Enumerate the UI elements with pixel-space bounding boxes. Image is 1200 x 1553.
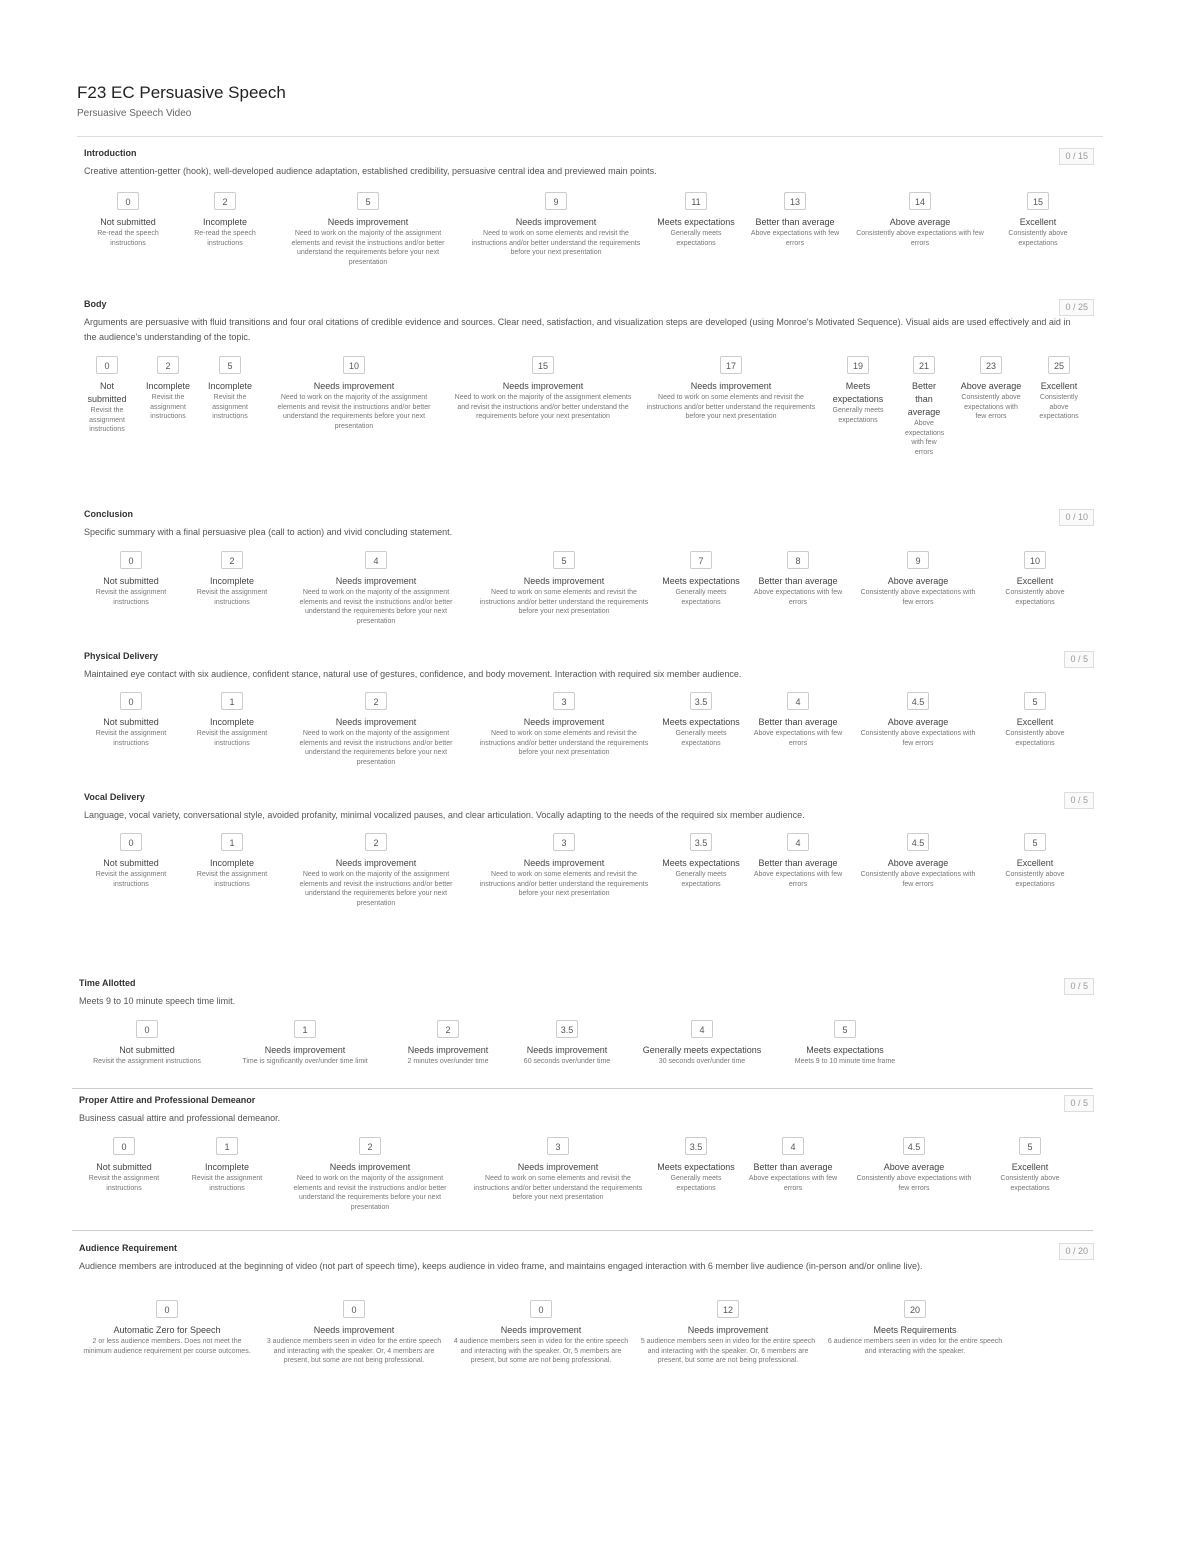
rating-title: Needs improvement xyxy=(502,381,584,391)
rating-title: Better than average xyxy=(758,717,838,727)
rating-title: Not submitted xyxy=(87,381,127,404)
rating-title: Needs improvement xyxy=(517,1162,599,1172)
rating-points[interactable]: 3.5 xyxy=(685,1137,707,1155)
rating-3[interactable] xyxy=(474,551,654,617)
rating-4[interactable] xyxy=(661,551,741,607)
rating-description: Meets 9 to 10 minute time frame xyxy=(794,1058,896,1065)
rating-description: Need to work on the majority of the assignment elements and revisit the instructions and/or better understand the requirements before your next presentation xyxy=(291,230,445,266)
rating-points[interactable]: 19 xyxy=(847,356,869,374)
rating-points[interactable]: 0 xyxy=(120,833,142,851)
rating-description: Revisit the assignment instructions xyxy=(95,730,167,747)
rating-points[interactable]: 20 xyxy=(904,1300,926,1318)
rating-points[interactable]: 4 xyxy=(691,1020,713,1038)
rating-title: Meets Requirements xyxy=(873,1325,957,1335)
criterion-score[interactable]: 0 / 5 xyxy=(1064,651,1094,668)
rating-title: Better than average xyxy=(758,576,838,586)
rating-title: Needs improvement xyxy=(335,576,417,586)
rating-points[interactable]: 21 xyxy=(913,356,935,374)
rating-description: Re-read the speech instructions xyxy=(194,230,256,247)
rating-points[interactable]: 0 xyxy=(120,692,142,710)
section-divider xyxy=(72,1088,1093,1089)
rating-6[interactable] xyxy=(861,551,976,607)
rating-5[interactable] xyxy=(641,356,821,422)
rating-description: Consistently above expectations with few errors xyxy=(860,589,976,606)
rating-description: Above expectations with few errors xyxy=(905,420,945,456)
rating-description: Revisit the assignment instructions xyxy=(196,730,268,747)
rating-title: Needs improvement xyxy=(313,1325,395,1335)
rating-3[interactable] xyxy=(468,1137,648,1203)
rating-points[interactable]: 17 xyxy=(720,356,742,374)
rating-0[interactable] xyxy=(84,551,179,607)
rating-points[interactable]: 9 xyxy=(545,192,567,210)
rating-0[interactable] xyxy=(80,1300,255,1356)
rating-5[interactable] xyxy=(743,1137,843,1193)
rating-5[interactable] xyxy=(748,692,848,748)
rating-1[interactable] xyxy=(180,1137,275,1193)
rating-description: Need to work on the majority of the assignment elements and revisit the instructions and/or better understand the requirements before your next presentation xyxy=(454,394,632,420)
rating-4[interactable] xyxy=(656,1137,736,1193)
rating-description: Revisit the assignment instructions xyxy=(196,589,268,606)
criterion-score[interactable]: 0 / 25 xyxy=(1059,299,1094,316)
rating-3[interactable] xyxy=(466,192,646,258)
rating-4[interactable] xyxy=(661,692,741,748)
header-divider xyxy=(77,136,1103,137)
rating-title: Excellent xyxy=(1016,717,1054,727)
rating-description: Above expectations with few errors xyxy=(750,230,840,247)
rating-title: Needs improvement xyxy=(523,717,605,727)
rating-points[interactable]: 1 xyxy=(294,1020,316,1038)
rating-points[interactable]: 0 xyxy=(136,1020,158,1038)
rating-description: Generally meets expectations xyxy=(832,407,884,424)
rating-points[interactable]: 12 xyxy=(717,1300,739,1318)
rating-description: Revisit the assignment instructions xyxy=(89,407,125,433)
rating-description: 5 audience members seen in video for the entire speech and interacting with the speaker. Or, 6 members are present, but some are not being professional. xyxy=(640,1338,816,1364)
rating-description: Generally meets expectations xyxy=(675,589,727,606)
criterion-audience-requirement xyxy=(0,1243,1200,1364)
rating-7[interactable] xyxy=(988,833,1083,889)
rating-description: Need to work on some elements and revisit the instructions and/or better understand the requirements before your next presentation xyxy=(479,871,649,897)
rating-4[interactable] xyxy=(656,192,736,248)
rating-title: Excellent xyxy=(1011,1162,1049,1172)
criterion-proper-attire-and-professional-demeanor xyxy=(0,1095,1200,1211)
criterion-title: Time Allotted xyxy=(79,978,136,988)
rating-title: Needs improvement xyxy=(523,858,605,868)
rating-7[interactable] xyxy=(905,356,943,457)
rating-description: 60 seconds over/under time xyxy=(523,1058,611,1065)
rating-7[interactable] xyxy=(988,551,1083,607)
rating-points[interactable]: 25 xyxy=(1048,356,1070,374)
rating-title: Better than average xyxy=(758,858,838,868)
rating-points[interactable]: 0 xyxy=(120,551,142,569)
rating-title: Above average xyxy=(887,858,949,868)
rating-2[interactable] xyxy=(289,833,464,908)
rating-description: Consistently above expectations with few errors xyxy=(961,394,1021,420)
rating-description: Need to work on some elements and revisit the instructions and/or better understand the requirements before your next presentation xyxy=(479,730,649,756)
rating-3[interactable] xyxy=(267,356,442,431)
rating-1[interactable] xyxy=(140,356,196,422)
rating-3[interactable] xyxy=(474,692,654,758)
rating-points[interactable]: 4.5 xyxy=(903,1137,925,1155)
rating-points[interactable]: 23 xyxy=(980,356,1002,374)
rating-4[interactable] xyxy=(453,356,633,422)
rating-6[interactable] xyxy=(829,356,887,425)
rating-title: Needs improvement xyxy=(515,217,597,227)
rating-description: 4 audience members seen in video for the entire speech and interacting with the speaker. Or, 5 members are present, but some are not being professional. xyxy=(453,1338,629,1364)
rating-description: Revisit the assignment instructions xyxy=(95,589,167,606)
criterion-score[interactable]: 0 / 15 xyxy=(1059,148,1094,165)
rating-description: Need to work on some elements and revisit the instructions and/or better understand the requirements before your next presentation xyxy=(473,1175,643,1201)
criterion-score[interactable]: 0 / 5 xyxy=(1064,1095,1094,1112)
rating-title: Above average xyxy=(960,381,1022,391)
criterion-vocal-delivery xyxy=(0,792,1200,907)
rating-title: Needs improvement xyxy=(500,1325,582,1335)
rating-description: Consistently above expectations xyxy=(1005,871,1065,888)
rating-title: Needs improvement xyxy=(407,1045,489,1055)
rating-description: Revisit the assignment instructions xyxy=(196,871,268,888)
rating-points[interactable]: 5 xyxy=(553,551,575,569)
rating-description: Need to work on the majority of the assignment elements and revisit the instructions and/or better understand the requirements before your next presentation xyxy=(299,730,453,766)
rating-0[interactable] xyxy=(84,833,179,889)
rating-points[interactable]: 5 xyxy=(1024,692,1046,710)
rating-points[interactable]: 15 xyxy=(532,356,554,374)
rating-description: Consistently above expectations with few errors xyxy=(856,1175,972,1192)
rating-points[interactable]: 3 xyxy=(553,692,575,710)
rating-description: Need to work on the majority of the assignment elements and revisit the instructions and/or better understand the requirements before your next presentation xyxy=(277,394,431,430)
rating-points[interactable]: 2 xyxy=(365,833,387,851)
rating-4[interactable] xyxy=(826,1300,1004,1356)
rating-2[interactable] xyxy=(388,1020,508,1067)
rating-points[interactable]: 1 xyxy=(221,692,243,710)
rating-title: Needs improvement xyxy=(327,217,409,227)
rating-points[interactable]: 3 xyxy=(553,833,575,851)
rating-description: Need to work on some elements and revisit the instructions and/or better understand the requirements before your next presentation xyxy=(471,230,641,256)
rating-description: Consistently above expectations with few errors xyxy=(860,730,976,747)
rating-4[interactable] xyxy=(632,1020,772,1067)
criterion-score[interactable]: 0 / 20 xyxy=(1059,1243,1094,1260)
rating-5[interactable] xyxy=(748,551,848,607)
rating-points[interactable]: 4 xyxy=(787,833,809,851)
rating-title: Meets expectations xyxy=(662,576,740,586)
rating-points[interactable]: 3 xyxy=(547,1137,569,1155)
rating-description: Generally meets expectations xyxy=(675,730,727,747)
rating-points[interactable]: 11 xyxy=(685,192,707,210)
criterion-conclusion xyxy=(0,509,1200,625)
rating-title: Not submitted xyxy=(103,576,159,586)
rating-1[interactable] xyxy=(180,192,270,248)
rating-title: Needs improvement xyxy=(264,1045,346,1055)
rating-title: Meets expectations xyxy=(657,1162,735,1172)
rating-2[interactable] xyxy=(281,192,456,267)
rating-description: 3 audience members seen in video for the entire speech and interacting with the speaker. Or, 4 members are present, but some are not being professional. xyxy=(266,1338,442,1364)
criterion-title: Physical Delivery xyxy=(84,651,159,661)
rating-5[interactable] xyxy=(780,1020,910,1067)
rating-title: Needs improvement xyxy=(335,717,417,727)
rating-title: Better than average xyxy=(755,217,835,227)
rating-points[interactable]: 15 xyxy=(1027,192,1049,210)
rating-points[interactable]: 14 xyxy=(909,192,931,210)
rating-description: Above expectations with few errors xyxy=(753,871,843,888)
rating-description: Consistently above expectations xyxy=(1039,394,1079,420)
rating-points[interactable]: 1 xyxy=(221,833,243,851)
rating-description: Above expectations with few errors xyxy=(753,589,843,606)
rating-title: Not submitted xyxy=(96,1162,152,1172)
rating-description: Need to work on the majority of the assignment elements and revisit the instructions and/or better understand the requirements before your next presentation xyxy=(299,871,453,907)
rating-description: Revisit the assignment instructions xyxy=(191,1175,263,1192)
rating-points[interactable]: 2 xyxy=(365,692,387,710)
rating-3[interactable] xyxy=(474,833,654,899)
rating-points[interactable]: 5 xyxy=(834,1020,856,1038)
rating-6[interactable] xyxy=(857,1137,972,1193)
rating-title: Not submitted xyxy=(103,858,159,868)
rating-points[interactable]: 4 xyxy=(787,692,809,710)
rating-description: Generally meets expectations xyxy=(675,871,727,888)
rating-title: Needs improvement xyxy=(329,1162,411,1172)
rating-title: Not submitted xyxy=(103,717,159,727)
rating-points[interactable]: 5 xyxy=(219,356,241,374)
rating-points[interactable]: 0 xyxy=(343,1300,365,1318)
rating-points[interactable]: 3.5 xyxy=(690,833,712,851)
rating-0[interactable] xyxy=(77,1137,172,1193)
rating-0[interactable] xyxy=(84,692,179,748)
criterion-score[interactable]: 0 / 5 xyxy=(1064,792,1094,809)
rating-2[interactable] xyxy=(202,356,258,422)
criterion-title: Audience Requirement xyxy=(79,1243,178,1253)
rating-points[interactable]: 5 xyxy=(1019,1137,1041,1155)
rating-points[interactable]: 4 xyxy=(782,1137,804,1155)
rating-title: Better than average xyxy=(753,1162,833,1172)
rating-description: 30 seconds over/under time xyxy=(658,1058,746,1065)
criterion-description: Arguments are persuasive with fluid transitions and four oral citations of credible evidence and sources. Clear need, satisfaction, and visualization steps are developed (using Monroe's Motivated Sequence). Visual aids are used effectively and aid in the audience's understanding of the topic. xyxy=(84,317,1071,342)
criterion-title: Proper Attire and Professional Demeanor xyxy=(79,1095,256,1105)
rating-description: Generally meets expectations xyxy=(670,1175,722,1192)
criterion-title: Introduction xyxy=(84,148,137,158)
rating-2[interactable] xyxy=(452,1300,630,1366)
rating-6[interactable] xyxy=(861,692,976,748)
criterion-description: Creative attention-getter (hook), well-developed audience adaptation, established credibility, persuasive central idea and previewed main points. xyxy=(84,166,657,176)
rating-title: Incomplete xyxy=(209,858,255,868)
rating-description: Time is significantly over/under time limit xyxy=(242,1058,368,1065)
rating-points[interactable]: 4 xyxy=(365,551,387,569)
rating-title: Needs improvement xyxy=(690,381,772,391)
rating-description: Above expectations with few errors xyxy=(748,1175,838,1192)
rating-points[interactable]: 3.5 xyxy=(690,692,712,710)
rating-description: 2 or less audience members. Does not meet the minimum audience requirement per course outcomes. xyxy=(83,1338,251,1355)
rating-description: Consistently above expectations with few errors xyxy=(856,230,984,247)
rating-points[interactable]: 5 xyxy=(1024,833,1046,851)
rating-points[interactable]: 2 xyxy=(359,1137,381,1155)
criterion-description: Business casual attire and professional demeanor. xyxy=(79,1113,281,1123)
rating-0[interactable] xyxy=(80,1020,215,1067)
criterion-description: Audience members are introduced at the beginning of video (not part of speech time), keeps audience in video frame, and maintains engaged interaction with 6 member live audience (in-person and/or online live). xyxy=(79,1261,923,1271)
rating-6[interactable] xyxy=(855,192,985,248)
rating-3[interactable] xyxy=(512,1020,622,1067)
rating-points[interactable]: 4.5 xyxy=(907,833,929,851)
criterion-title: Conclusion xyxy=(84,509,133,519)
criterion-introduction xyxy=(0,148,1200,266)
rating-points[interactable]: 0 xyxy=(96,356,118,374)
rating-description: Revisit the assignment instructions xyxy=(150,394,186,420)
rating-title: Excellent xyxy=(1019,217,1057,227)
rating-title: Needs improvement xyxy=(313,381,395,391)
rating-points[interactable]: 8 xyxy=(787,551,809,569)
rating-title: Incomplete xyxy=(209,717,255,727)
rating-5[interactable] xyxy=(745,192,845,248)
rating-description: Above expectations with few errors xyxy=(753,730,843,747)
rating-description: Consistently above expectations xyxy=(1000,1175,1060,1192)
rating-points[interactable]: 10 xyxy=(1024,551,1046,569)
page-title: F23 EC Persuasive Speech xyxy=(77,83,286,102)
rating-description: Consistently above expectations xyxy=(1008,230,1068,247)
rating-9[interactable] xyxy=(1031,356,1087,422)
rating-1[interactable] xyxy=(185,551,280,607)
rating-title: Incomplete xyxy=(207,381,253,391)
rating-description: Revisit the assignment instructions xyxy=(93,1058,201,1065)
rating-description: Re-read the speech instructions xyxy=(97,230,159,247)
rating-points[interactable]: 13 xyxy=(784,192,806,210)
rating-description: 2 minutes over/under time xyxy=(407,1058,489,1065)
rating-title: Generally meets expectations xyxy=(642,1045,762,1055)
rating-title: Above average xyxy=(887,717,949,727)
rating-description: Need to work on some elements and revisit the instructions and/or better understand the requirements before your next presentation xyxy=(479,589,649,615)
rating-description: 6 audience members seen in video for the entire speech and interacting with the speaker. xyxy=(827,1338,1003,1355)
criterion-description: Maintained eye contact with six audience, confident stance, natural use of gestures, confidence, and body movement. Interaction with required six member audience. xyxy=(84,669,742,679)
rating-title: Above average xyxy=(887,576,949,586)
rating-description: Need to work on the majority of the assignment elements and revisit the instructions and/or better understand the requirements before your next presentation xyxy=(299,589,453,625)
rating-title: Incomplete xyxy=(204,1162,250,1172)
rating-points[interactable]: 4.5 xyxy=(907,692,929,710)
rating-0[interactable] xyxy=(84,356,130,435)
rating-title: Incomplete xyxy=(145,381,191,391)
rating-title: Incomplete xyxy=(209,576,255,586)
rating-description: Consistently above expectations xyxy=(1005,730,1065,747)
rating-title: Needs improvement xyxy=(526,1045,608,1055)
rating-1[interactable] xyxy=(185,833,280,889)
rating-6[interactable] xyxy=(861,833,976,889)
rating-2[interactable] xyxy=(289,551,464,626)
rating-2[interactable] xyxy=(283,1137,458,1212)
rating-0[interactable] xyxy=(83,192,173,248)
rating-description: Generally meets expectations xyxy=(670,230,722,247)
rating-points[interactable]: 3.5 xyxy=(556,1020,578,1038)
rating-points[interactable]: 1 xyxy=(216,1137,238,1155)
rating-description: Consistently above expectations xyxy=(1005,589,1065,606)
rating-title: Meets expectations xyxy=(662,717,740,727)
rating-title: Needs improvement xyxy=(523,576,605,586)
section-divider xyxy=(72,1230,1093,1231)
page-subtitle: Persuasive Speech Video xyxy=(77,108,192,119)
criterion-score[interactable]: 0 / 10 xyxy=(1059,509,1094,526)
rating-points[interactable]: 10 xyxy=(343,356,365,374)
rating-title: Not submitted xyxy=(119,1045,175,1055)
criterion-score[interactable]: 0 / 5 xyxy=(1064,978,1094,995)
rating-7[interactable] xyxy=(988,692,1083,748)
rating-points[interactable]: 0 xyxy=(156,1300,178,1318)
rating-description: Consistently above expectations with few errors xyxy=(860,871,976,888)
rating-points[interactable]: 0 xyxy=(117,192,139,210)
rating-points[interactable]: 7 xyxy=(690,551,712,569)
rating-1[interactable] xyxy=(225,1020,385,1067)
rating-description: Need to work on the majority of the assignment elements and revisit the instructions and/or better understand the requirements before your next presentation xyxy=(293,1175,447,1211)
rating-title: Incomplete xyxy=(202,217,248,227)
criterion-description: Specific summary with a final persuasive plea (call to action) and vivid concluding statement. xyxy=(84,527,453,537)
rating-5[interactable] xyxy=(748,833,848,889)
rating-title: Automatic Zero for Speech xyxy=(113,1325,221,1335)
rating-title: Needs improvement xyxy=(687,1325,769,1335)
rating-points[interactable]: 0 xyxy=(113,1137,135,1155)
criterion-title: Vocal Delivery xyxy=(84,792,145,802)
rating-title: Meets expectations xyxy=(662,858,740,868)
rating-description: Revisit the assignment instructions xyxy=(95,871,167,888)
rating-4[interactable] xyxy=(661,833,741,889)
rating-title: Excellent xyxy=(1040,381,1078,391)
rating-points[interactable]: 2 xyxy=(214,192,236,210)
rating-description: Need to work on some elements and revisit the instructions and/or better understand the requirements before your next presentation xyxy=(646,394,816,420)
rating-points[interactable]: 2 xyxy=(221,551,243,569)
criterion-body xyxy=(0,299,1200,456)
rating-1[interactable] xyxy=(265,1300,443,1366)
rating-title: Excellent xyxy=(1016,858,1054,868)
rating-points[interactable]: 2 xyxy=(437,1020,459,1038)
rating-title: Meets expectations xyxy=(657,217,735,227)
rating-7[interactable] xyxy=(983,1137,1078,1193)
criterion-title: Body xyxy=(84,299,107,309)
rating-points[interactable]: 9 xyxy=(907,551,929,569)
rating-3[interactable] xyxy=(639,1300,817,1366)
rating-title: Not submitted xyxy=(100,217,156,227)
criterion-time-allotted xyxy=(0,978,1200,1065)
criterion-description: Meets 9 to 10 minute speech time limit. xyxy=(79,996,236,1006)
rating-points[interactable]: 2 xyxy=(157,356,179,374)
rating-title: Needs improvement xyxy=(335,858,417,868)
rating-1[interactable] xyxy=(185,692,280,748)
rating-title: Above average xyxy=(889,217,951,227)
rating-points[interactable]: 5 xyxy=(357,192,379,210)
rating-title: Excellent xyxy=(1016,576,1054,586)
criterion-description: Language, vocal variety, conversational style, avoided profanity, minimal vocalized pauses, and clear articulation. Vocally adapting to the needs of the required six member audience. xyxy=(84,810,805,820)
rating-title: Meets expectations xyxy=(832,381,884,404)
rating-description: Revisit the assignment instructions xyxy=(212,394,248,420)
rating-title: Above average xyxy=(883,1162,945,1172)
criterion-physical-delivery xyxy=(0,651,1200,766)
rating-title: Meets expectations xyxy=(806,1045,884,1055)
rating-7[interactable] xyxy=(991,192,1086,248)
rating-8[interactable] xyxy=(960,356,1022,422)
rating-title: Better than average xyxy=(907,381,941,417)
rating-2[interactable] xyxy=(289,692,464,767)
rating-points[interactable]: 0 xyxy=(530,1300,552,1318)
rating-description: Revisit the assignment instructions xyxy=(88,1175,160,1192)
